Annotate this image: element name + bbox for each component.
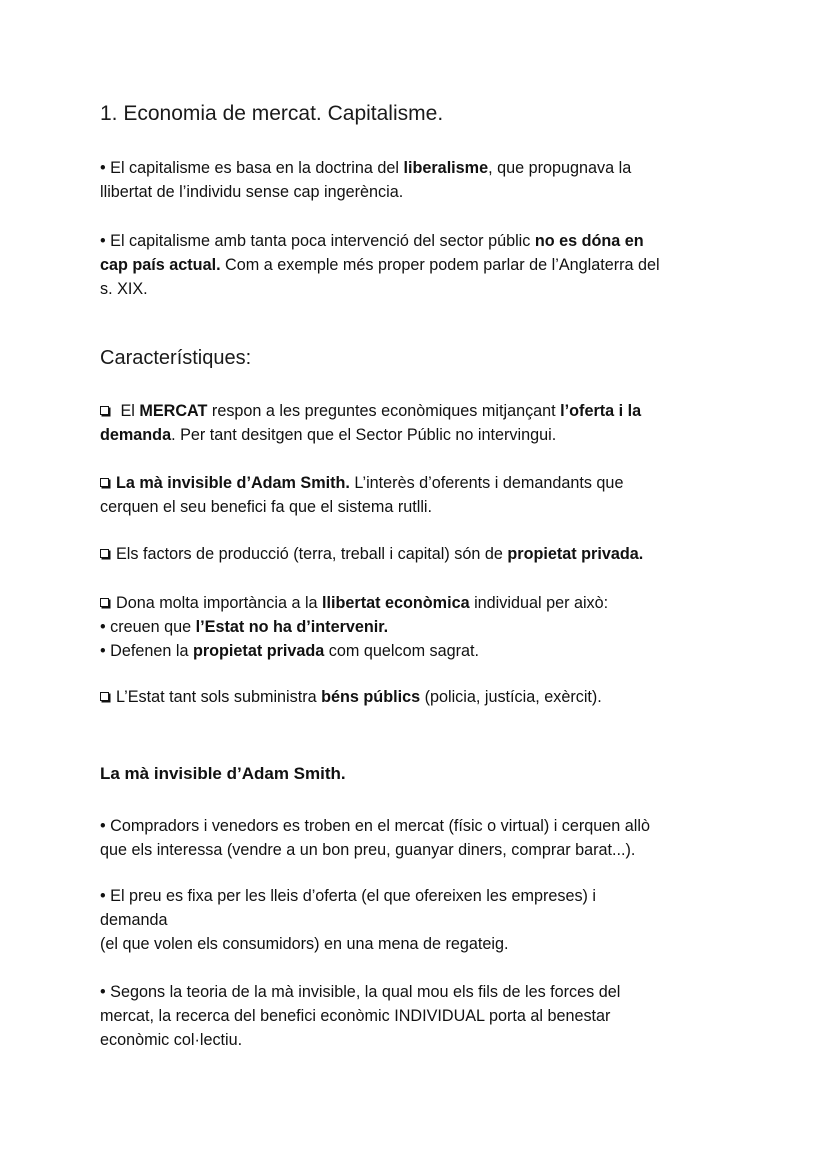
characteristic-item-invisible-hand: La mà invisible d’Adam Smith. L’interès d’oferents i demandants que cerquen el seu benefici fa que el sistema rutlli. xyxy=(100,474,624,516)
characteristics-heading: Característiques: xyxy=(100,347,252,369)
checkbox-bullet-icon xyxy=(100,478,109,487)
intro-paragraph-intervention: • El capitalisme amb tanta poca intervenció del sector públic no es dóna en cap país actual. Com a exemple més proper podem parlar de l’Anglaterra del s. XIX. xyxy=(100,232,660,298)
invisible-hand-heading: La mà invisible d’Adam Smith. xyxy=(100,764,346,783)
intro-paragraph-liberalism: • El capitalisme es basa en la doctrina del liberalisme, que propugnava la llibertat de l’individu sense cap ingerència. xyxy=(100,159,632,201)
characteristic-item-economic-freedom: Dona molta importància a la llibertat econòmica individual per això: • creuen que l’Estat no ha d’intervenir. • Defenen la propietat privada com quelcom sagrat. xyxy=(100,594,609,660)
checkbox-bullet-icon xyxy=(100,549,109,558)
characteristic-item-public-goods: L’Estat tant sols subministra béns públics (policia, justícia, exèrcit). xyxy=(100,685,740,709)
invisible-hand-paragraph-theory: • Segons la teoria de la mà invisible, la qual mou els fils de les forces del mercat, la recerca del benefici econòmic INDIVIDUAL porta al benestar econòmic col·lectiu. xyxy=(100,983,621,1049)
characteristic-item-market: El MERCAT respon a les preguntes econòmiques mitjançant l’oferta i la demanda. Per tant desitgen que el Sector Públic no intervingui. xyxy=(100,402,642,444)
characteristic-item-production-factors: Els factors de producció (terra, treball i capital) són de propietat privada. xyxy=(100,542,740,566)
page-title: 1. Economia de mercat. Capitalisme. xyxy=(100,102,444,125)
invisible-hand-paragraph-buyers-sellers: • Compradors i venedors es troben en el mercat (físic o virtual) i cerquen allò que els interessa (vendre a un bon preu, guanyar diners, comprar barat...). xyxy=(100,817,650,859)
checkbox-bullet-icon xyxy=(100,406,109,415)
checkbox-bullet-icon xyxy=(100,598,109,607)
invisible-hand-paragraph-price: • El preu es fixa per les lleis d’oferta (el que ofereixen les empreses) i demanda (el que volen els consumidors) en una mena de regateig. xyxy=(100,887,597,953)
checkbox-bullet-icon xyxy=(100,692,109,701)
